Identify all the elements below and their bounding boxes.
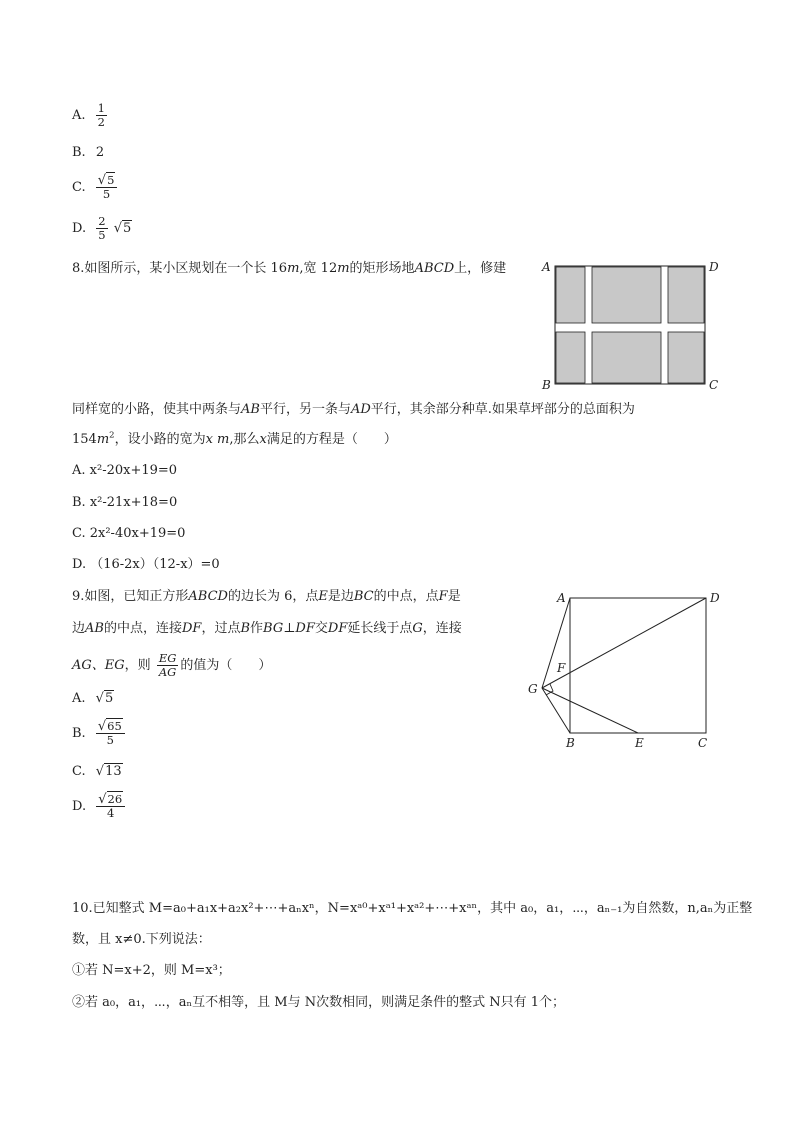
q8-option-d: D. （16-2x）（12-x）=0 (72, 557, 220, 572)
q9-stem-line-3: AG、EG，则 $\frac{EG}{AG}$ 的值为（ ） (72, 651, 272, 679)
label-a: A (542, 260, 551, 274)
square-abcd (570, 598, 706, 733)
q10-statement-1: ①若 N=x+2，则 M=x³； (72, 963, 231, 978)
label-f: F (557, 661, 566, 675)
q10-stem-line-1: 10.已知整式 M=a₀+a₁x+a₂x²+⋯+aₙxⁿ，N=xᵃ⁰+xᵃ¹+xᵃ²+⋯+xᵃⁿ，其中 a₀，a₁，⋯，aₙ₋₁为自然数，n,aₙ为正整 (72, 901, 753, 916)
fraction: $\frac{√5}{5}$ (96, 174, 118, 201)
lawn-6 (668, 332, 704, 383)
lawn-3 (668, 267, 704, 323)
q8-option-c: C. 2x²-40x+19=0 (72, 526, 186, 541)
q10-statement-2: ②若 a₀，a₁，⋯，aₙ互不相等，且 M与 N次数相同，则满足条件的整式 N只有 1个； (72, 995, 565, 1010)
q9-stem-line-1: 9.如图，已知正方形ABCD的边长为 6，点E是边BC的中点，点F是 (72, 589, 461, 604)
q9-option-d: D. $\frac{√26}{4}$ (72, 793, 127, 820)
q9-figure-square (520, 585, 740, 755)
q9-option-c: C. √13 (72, 764, 122, 779)
fraction: $\frac{EG}{AG}$ (158, 651, 177, 679)
q10-stem-line-2: 数，且 x≠0.下列说法： (72, 932, 211, 947)
q8-stem-line-3: $154m^2$，设小路的宽为x m,那么x满足的方程是（ ） (72, 430, 397, 447)
q8-option-a: A. x²-20x+19=0 (72, 463, 178, 478)
segment-df (542, 598, 706, 688)
q8-option-b: B. x²-21x+18=0 (72, 495, 178, 510)
lawn-4 (556, 332, 585, 383)
label-b: B (566, 736, 575, 750)
label-d: D (709, 260, 719, 274)
label-c: C (698, 736, 708, 750)
lawn-1 (556, 267, 585, 323)
lawn-5 (592, 332, 661, 383)
q7-option-d: D. $\frac{2}{5}$ √5 (72, 214, 132, 242)
q9-option-a: A. √5 (72, 691, 114, 706)
q8-figure-rectangle-field (537, 254, 737, 394)
label-c: C (709, 378, 719, 392)
q9-stem-line-2: 边AB的中点，连接DF，过点B作BG⊥DF交DF延长线于点G，连接 (72, 621, 462, 636)
q7-option-a: A. $\frac{1}{2}$ (72, 101, 105, 129)
q7-option-c: C. $\frac{√5}{5}$ (72, 174, 119, 201)
sqrt: √13 (95, 764, 122, 779)
q8-stem-line-2: 同样宽的小路，使其中两条与AB平行，另一条与AD平行，其余部分种草.如果草坪部分的总面积为 (72, 402, 635, 417)
q7-option-b: B. 2 (72, 145, 105, 160)
fraction: $\frac{1}{2}$ (97, 101, 105, 129)
lawn-2 (592, 267, 661, 323)
fraction: $\frac{2}{5}$ (98, 214, 106, 242)
sqrt: √5 (95, 691, 114, 706)
label-a: A (557, 591, 566, 605)
sqrt: √5 (97, 173, 115, 188)
q8-stem-line-1: 8.如图所示，某小区规划在一个长 16m,宽 12m的矩形场地ABCD上，修建 (72, 261, 507, 276)
label-e: E (635, 736, 644, 750)
sqrt: √5 (113, 221, 132, 236)
label-b: B (542, 378, 551, 392)
label-g: G (528, 682, 538, 696)
fraction: $\frac{√65}{5}$ (96, 720, 125, 747)
label-d: D (710, 591, 720, 605)
fraction: $\frac{√26}{4}$ (96, 793, 125, 820)
q9-option-b: B. $\frac{√65}{5}$ (72, 720, 127, 747)
